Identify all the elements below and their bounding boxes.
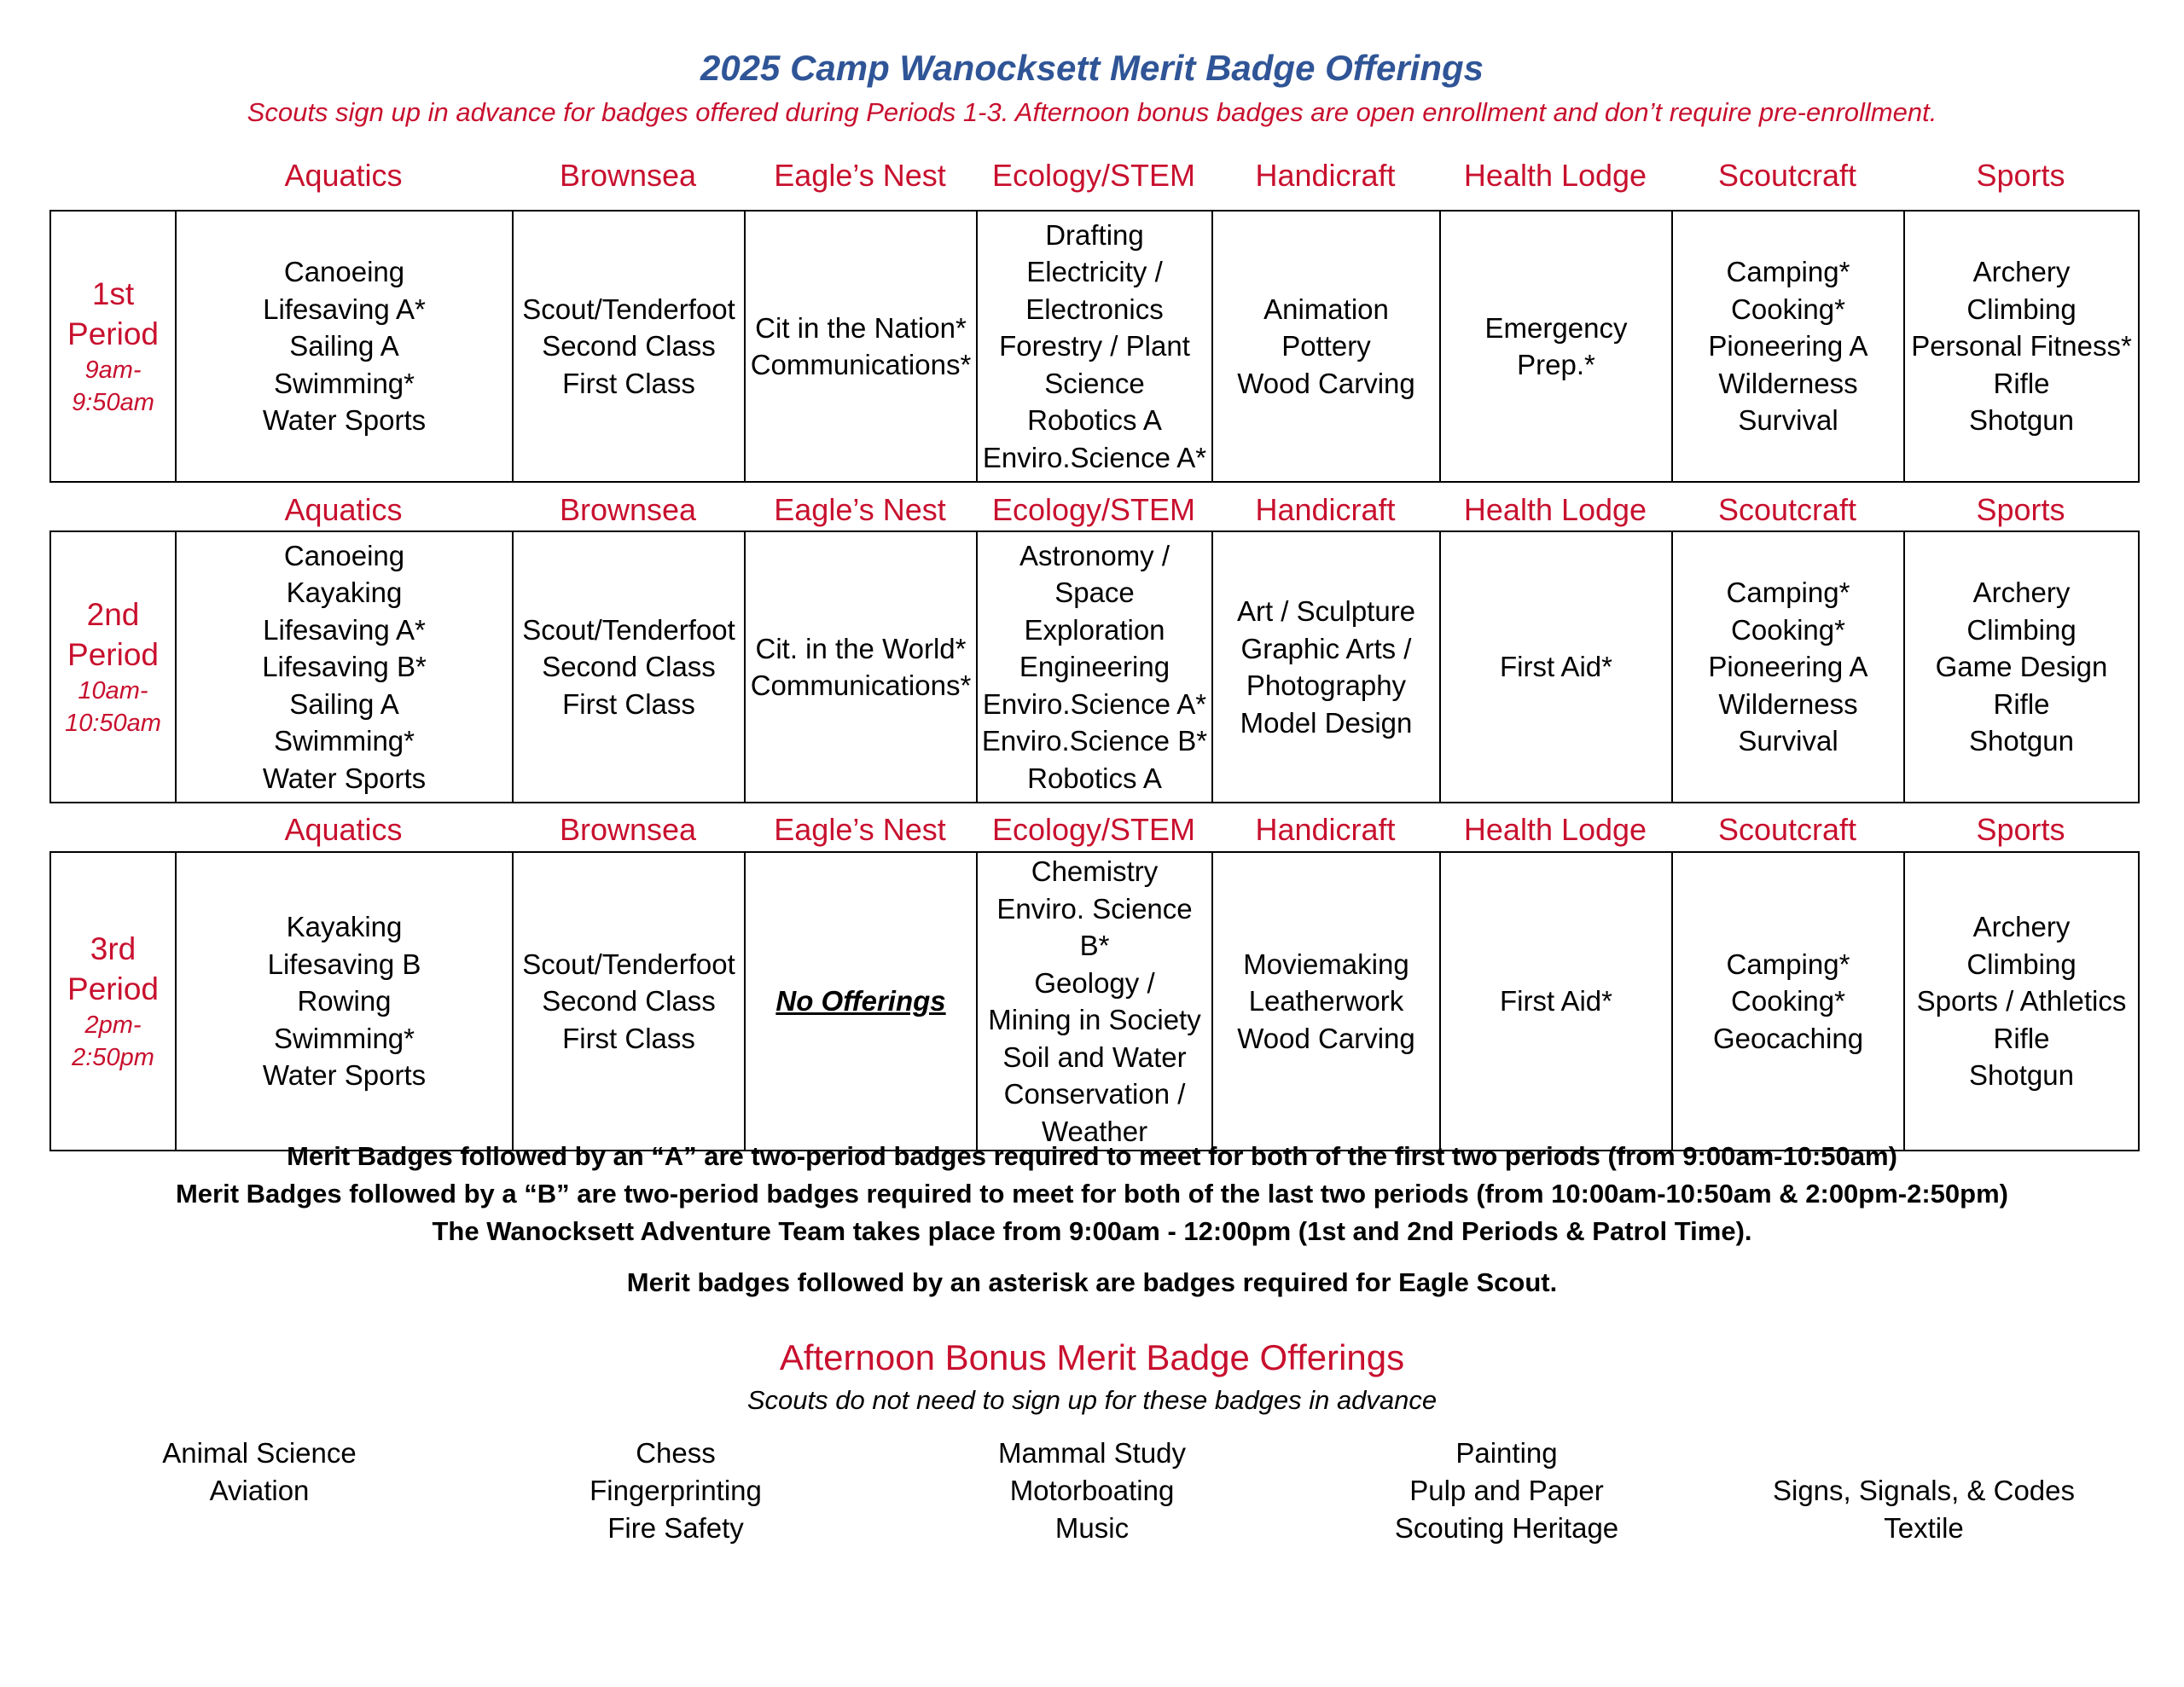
period-name: Period (67, 637, 159, 672)
badge-name: Camping* (1726, 577, 1850, 609)
badge-cell (176, 211, 513, 482)
badge-name: Enviro. Science B* (996, 892, 1193, 961)
badge-cell (513, 852, 745, 1151)
badge-name: Wilderness (1718, 367, 1858, 399)
badge-name: Climbing (1966, 613, 2077, 646)
bonus-badge: Pulp and Paper (1409, 1475, 1604, 1506)
badge-name: Drafting (1045, 218, 1144, 251)
badge-name: Model Design (1240, 706, 1413, 739)
badge-name: Lifesaving A* (263, 293, 426, 325)
badge-name: Cit in the Nation* (755, 311, 967, 344)
badge-name: Engineering (1019, 651, 1170, 683)
badge-cell (745, 852, 977, 1151)
badge-name: Sailing A (289, 330, 399, 362)
area-header: Eagle’s Nest (774, 812, 946, 847)
period-name: 3rd (90, 931, 136, 966)
badge-cell (977, 852, 1212, 1151)
badge-name: Enviro.Science A* (982, 687, 1207, 720)
badge-name: Cooking* (1731, 985, 1845, 1017)
notes-block (0, 1138, 2184, 1301)
area-header: Scoutcraft (1717, 492, 1857, 527)
badge-name: Cit. in the World* (755, 632, 967, 664)
bonus-title: Afternoon Bonus Merit Badge Offerings (779, 1337, 1405, 1377)
badge-cell (176, 531, 513, 803)
badge-cell (513, 531, 745, 803)
badge-name: Electricity / (1026, 256, 1163, 288)
badge-name: First Class (562, 367, 695, 399)
badge-cell (1440, 211, 1672, 482)
period-table (49, 530, 2140, 803)
period-table (49, 210, 2140, 483)
badge-name: Graphic Arts / (1240, 632, 1412, 664)
area-header: Brownsea (559, 492, 697, 527)
badge-name: Emergency Prep.* (1484, 311, 1628, 380)
badge-cell (1212, 211, 1440, 482)
period-time: 2:50pm (72, 1044, 154, 1071)
bonus-column (505, 1435, 846, 1547)
badge-cell (176, 852, 513, 1151)
badge-name: Moviemaking (1243, 948, 1409, 980)
badge-name: Photography (1246, 670, 1407, 701)
bonus-badge: Chess (636, 1437, 716, 1469)
bonus-badge: Fire Safety (607, 1512, 744, 1544)
badge-name: Forestry / Plant (999, 330, 1190, 362)
bonus-badge: Aviation (209, 1475, 310, 1506)
bonus-badge: Painting (1455, 1437, 1558, 1469)
period-time: 10am- (78, 677, 148, 704)
badge-cell (1672, 852, 1904, 1151)
badge-name: Pioneering A (1708, 651, 1868, 683)
badge-name: Shotgun (1969, 725, 2074, 757)
badge-name: First Aid* (1499, 651, 1613, 683)
table-row (50, 211, 2139, 482)
area-header: Brownsea (559, 812, 697, 847)
badge-cell (1904, 211, 2139, 482)
badge-name: Wilderness (1718, 687, 1858, 720)
period-time: 9am- (84, 357, 142, 384)
badge-name: Swimming* (273, 725, 415, 757)
page-title: 2025 Camp Wanocksett Merit Badge Offerings (700, 48, 1484, 88)
badge-name: Lifesaving B (267, 948, 421, 980)
area-header: Ecology/STEM (991, 812, 1196, 847)
table-row (50, 531, 2139, 803)
badge-cell (1672, 211, 1904, 482)
badge-name: Science (1044, 367, 1145, 399)
badge-cell (1904, 852, 2139, 1151)
badge-name: Rifle (1993, 1022, 2050, 1054)
badge-name: Wood Carving (1237, 1022, 1415, 1054)
period-label (50, 211, 176, 482)
period-time: 9:50am (72, 389, 154, 416)
badge-name: Climbing (1966, 948, 2077, 980)
bonus-column (1753, 1435, 2094, 1547)
badge-name: Leatherwork (1248, 985, 1404, 1017)
badge-name: Camping* (1726, 948, 1850, 980)
period-name: 1st (91, 276, 135, 311)
bonus-badge (1753, 1435, 2094, 1472)
badge-name: Swimming* (273, 367, 415, 399)
badge-name: Survival (1738, 404, 1838, 437)
badge-name: Cooking* (1731, 613, 1845, 646)
area-header: Sports (1976, 158, 2065, 193)
period-time: 2pm- (84, 1012, 142, 1039)
badge-cell (745, 211, 977, 482)
bonus-column (89, 1435, 430, 1510)
area-header-row (0, 154, 2184, 198)
bonus-badge: Signs, Signals, & Codes (1772, 1475, 2076, 1506)
badge-name: Pioneering A (1708, 330, 1868, 362)
area-header-row (0, 808, 2184, 852)
area-header: Aquatics (284, 812, 403, 847)
bonus-subtitle: Scouts do not need to sign up for these badges in advance (746, 1385, 1438, 1415)
area-header: Aquatics (284, 492, 403, 527)
badge-name: Animation (1263, 293, 1389, 325)
badge-name: Rifle (1993, 367, 2050, 399)
badge-name: Kayaking (286, 577, 403, 609)
area-header: Health Lodge (1463, 158, 1647, 193)
badge-name: Scout/Tenderfoot (522, 613, 735, 646)
area-header: Brownsea (559, 158, 697, 193)
badge-name: Pottery (1281, 330, 1371, 362)
badge-name: Soil and Water (1002, 1041, 1187, 1073)
badge-name: Communications* (750, 670, 972, 701)
badge-name: Rifle (1993, 687, 2050, 720)
badge-name: Water Sports (262, 1059, 427, 1092)
badge-name: Game Design (1935, 651, 2108, 683)
badge-name: Swimming* (273, 1022, 415, 1054)
period-time: 10:50am (65, 710, 161, 737)
badge-name: Sailing A (289, 687, 399, 720)
badge-name: Personal Fitness* (1911, 330, 2132, 362)
badge-name: Electronics (1025, 293, 1164, 325)
area-header: Scoutcraft (1717, 158, 1857, 193)
note-asterisk: Merit badges followed by an asterisk are badges required for Eagle Scout. (626, 1267, 1558, 1297)
bonus-badge: Scouting Heritage (1394, 1512, 1619, 1544)
badge-name: Art / Sculpture (1236, 595, 1416, 627)
bonus-badge: Fingerprinting (590, 1475, 762, 1506)
badge-name: Enviro.Science A* (982, 441, 1207, 473)
badge-name: Shotgun (1969, 404, 2074, 437)
badge-name: Scout/Tenderfoot (522, 948, 735, 980)
badge-name: Conservation / (1003, 1078, 1186, 1110)
area-header: Eagle’s Nest (774, 158, 946, 193)
badge-name: Wood Carving (1237, 367, 1415, 399)
badge-name: Space Exploration (1024, 577, 1165, 646)
period-name: Period (67, 316, 159, 351)
area-header: Health Lodge (1463, 492, 1647, 527)
badge-name: Robotics A (1027, 404, 1162, 437)
bonus-badge: Mammal Study (997, 1437, 1187, 1469)
badge-name: Robotics A (1027, 762, 1162, 794)
badge-name: Second Class (542, 651, 716, 683)
badge-name: First Class (562, 1022, 695, 1054)
badge-cell (513, 211, 745, 482)
bonus-column (1336, 1435, 1677, 1547)
badge-name: Sports / Athletics (1916, 985, 2127, 1017)
badge-name: Archery (1972, 911, 2071, 943)
badge-cell (977, 211, 1212, 482)
badge-name: Water Sports (262, 762, 427, 794)
area-header: Sports (1976, 492, 2065, 527)
badge-name: Climbing (1966, 293, 2077, 325)
page-subtitle: Scouts sign up in advance for badges offered during Periods 1-3. Afternoon bonus badges are open enrollment and don’t require pre-enrollment. (247, 97, 1937, 127)
note-adventure-team: The Wanocksett Adventure Team takes place from 9:00am - 12:00pm (1st and 2nd Periods & Patrol Time). (432, 1216, 1752, 1246)
badge-name: Survival (1738, 725, 1838, 757)
badge-name: Shotgun (1969, 1059, 2074, 1092)
badge-cell (745, 531, 977, 803)
bonus-badge: Textile (1884, 1512, 1964, 1544)
badge-cell (977, 531, 1212, 803)
period-label (50, 531, 176, 803)
badge-name: Canoeing (283, 539, 405, 571)
area-header: Ecology/STEM (991, 492, 1196, 527)
badge-name: Geology / (1034, 966, 1155, 999)
badge-name: Water Sports (262, 404, 427, 437)
badge-name: Communications* (750, 349, 972, 380)
badge-cell (1672, 531, 1904, 803)
note-a: Merit Badges followed by an “A” are two-period badges required to meet for both of the first two periods (from 9:00am-10:50am) (287, 1141, 1897, 1171)
badge-name: Second Class (542, 985, 716, 1017)
badge-cell (1212, 852, 1440, 1151)
badge-name: Cooking* (1731, 293, 1845, 325)
badge-name: Geocaching (1712, 1022, 1864, 1054)
badge-name: Mining in Society (988, 1004, 1201, 1035)
period-label (50, 852, 176, 1151)
badge-name: Camping* (1726, 256, 1850, 288)
area-header-row (0, 488, 2184, 532)
badge-name: Scout/Tenderfoot (522, 293, 735, 325)
no-offerings-label: No Offerings (775, 985, 946, 1017)
badge-name: Rowing (297, 985, 392, 1017)
badge-name: Archery (1972, 256, 2071, 288)
area-header: Sports (1976, 812, 2065, 847)
badge-name: Enviro.Science B* (981, 725, 1208, 757)
area-header: Ecology/STEM (991, 158, 1196, 193)
bonus-badge: Motorboating (1009, 1475, 1175, 1506)
period-name: 2nd (86, 597, 140, 632)
badge-name: Weather (1041, 1115, 1148, 1147)
bonus-column (921, 1435, 1263, 1547)
period-name: Period (67, 971, 159, 1006)
badge-name: Second Class (542, 330, 716, 362)
badge-name: First Aid* (1499, 985, 1613, 1017)
area-header: Aquatics (284, 158, 403, 193)
badge-name: Archery (1972, 577, 2071, 609)
area-header: Eagle’s Nest (774, 492, 946, 527)
bonus-badge: Animal Science (162, 1437, 357, 1469)
badge-cell (1904, 531, 2139, 803)
badge-cell (1440, 531, 1672, 803)
area-header: Handicraft (1255, 492, 1396, 527)
badge-name: First Class (562, 687, 695, 720)
badge-cell (1212, 531, 1440, 803)
badge-name: Lifesaving A* (263, 613, 426, 646)
note-b: Merit Badges followed by a “B” are two-period badges required to meet for both of the last two periods (from 10:00am-10:50am & 2:00pm-2:50pm) (175, 1179, 2008, 1209)
period-table (49, 851, 2140, 1151)
badge-name: Lifesaving B* (262, 651, 427, 683)
area-header: Handicraft (1255, 812, 1396, 847)
area-header: Health Lodge (1463, 812, 1647, 847)
badge-name: Canoeing (283, 256, 405, 288)
area-header: Handicraft (1255, 158, 1396, 193)
badge-name: Chemistry (1031, 855, 1159, 887)
badge-name: Kayaking (286, 911, 403, 943)
badge-name: Astronomy / (1019, 539, 1170, 571)
bonus-badge: Music (1054, 1512, 1130, 1544)
table-row (50, 852, 2139, 1151)
area-header: Scoutcraft (1717, 812, 1857, 847)
badge-cell (1440, 852, 1672, 1151)
